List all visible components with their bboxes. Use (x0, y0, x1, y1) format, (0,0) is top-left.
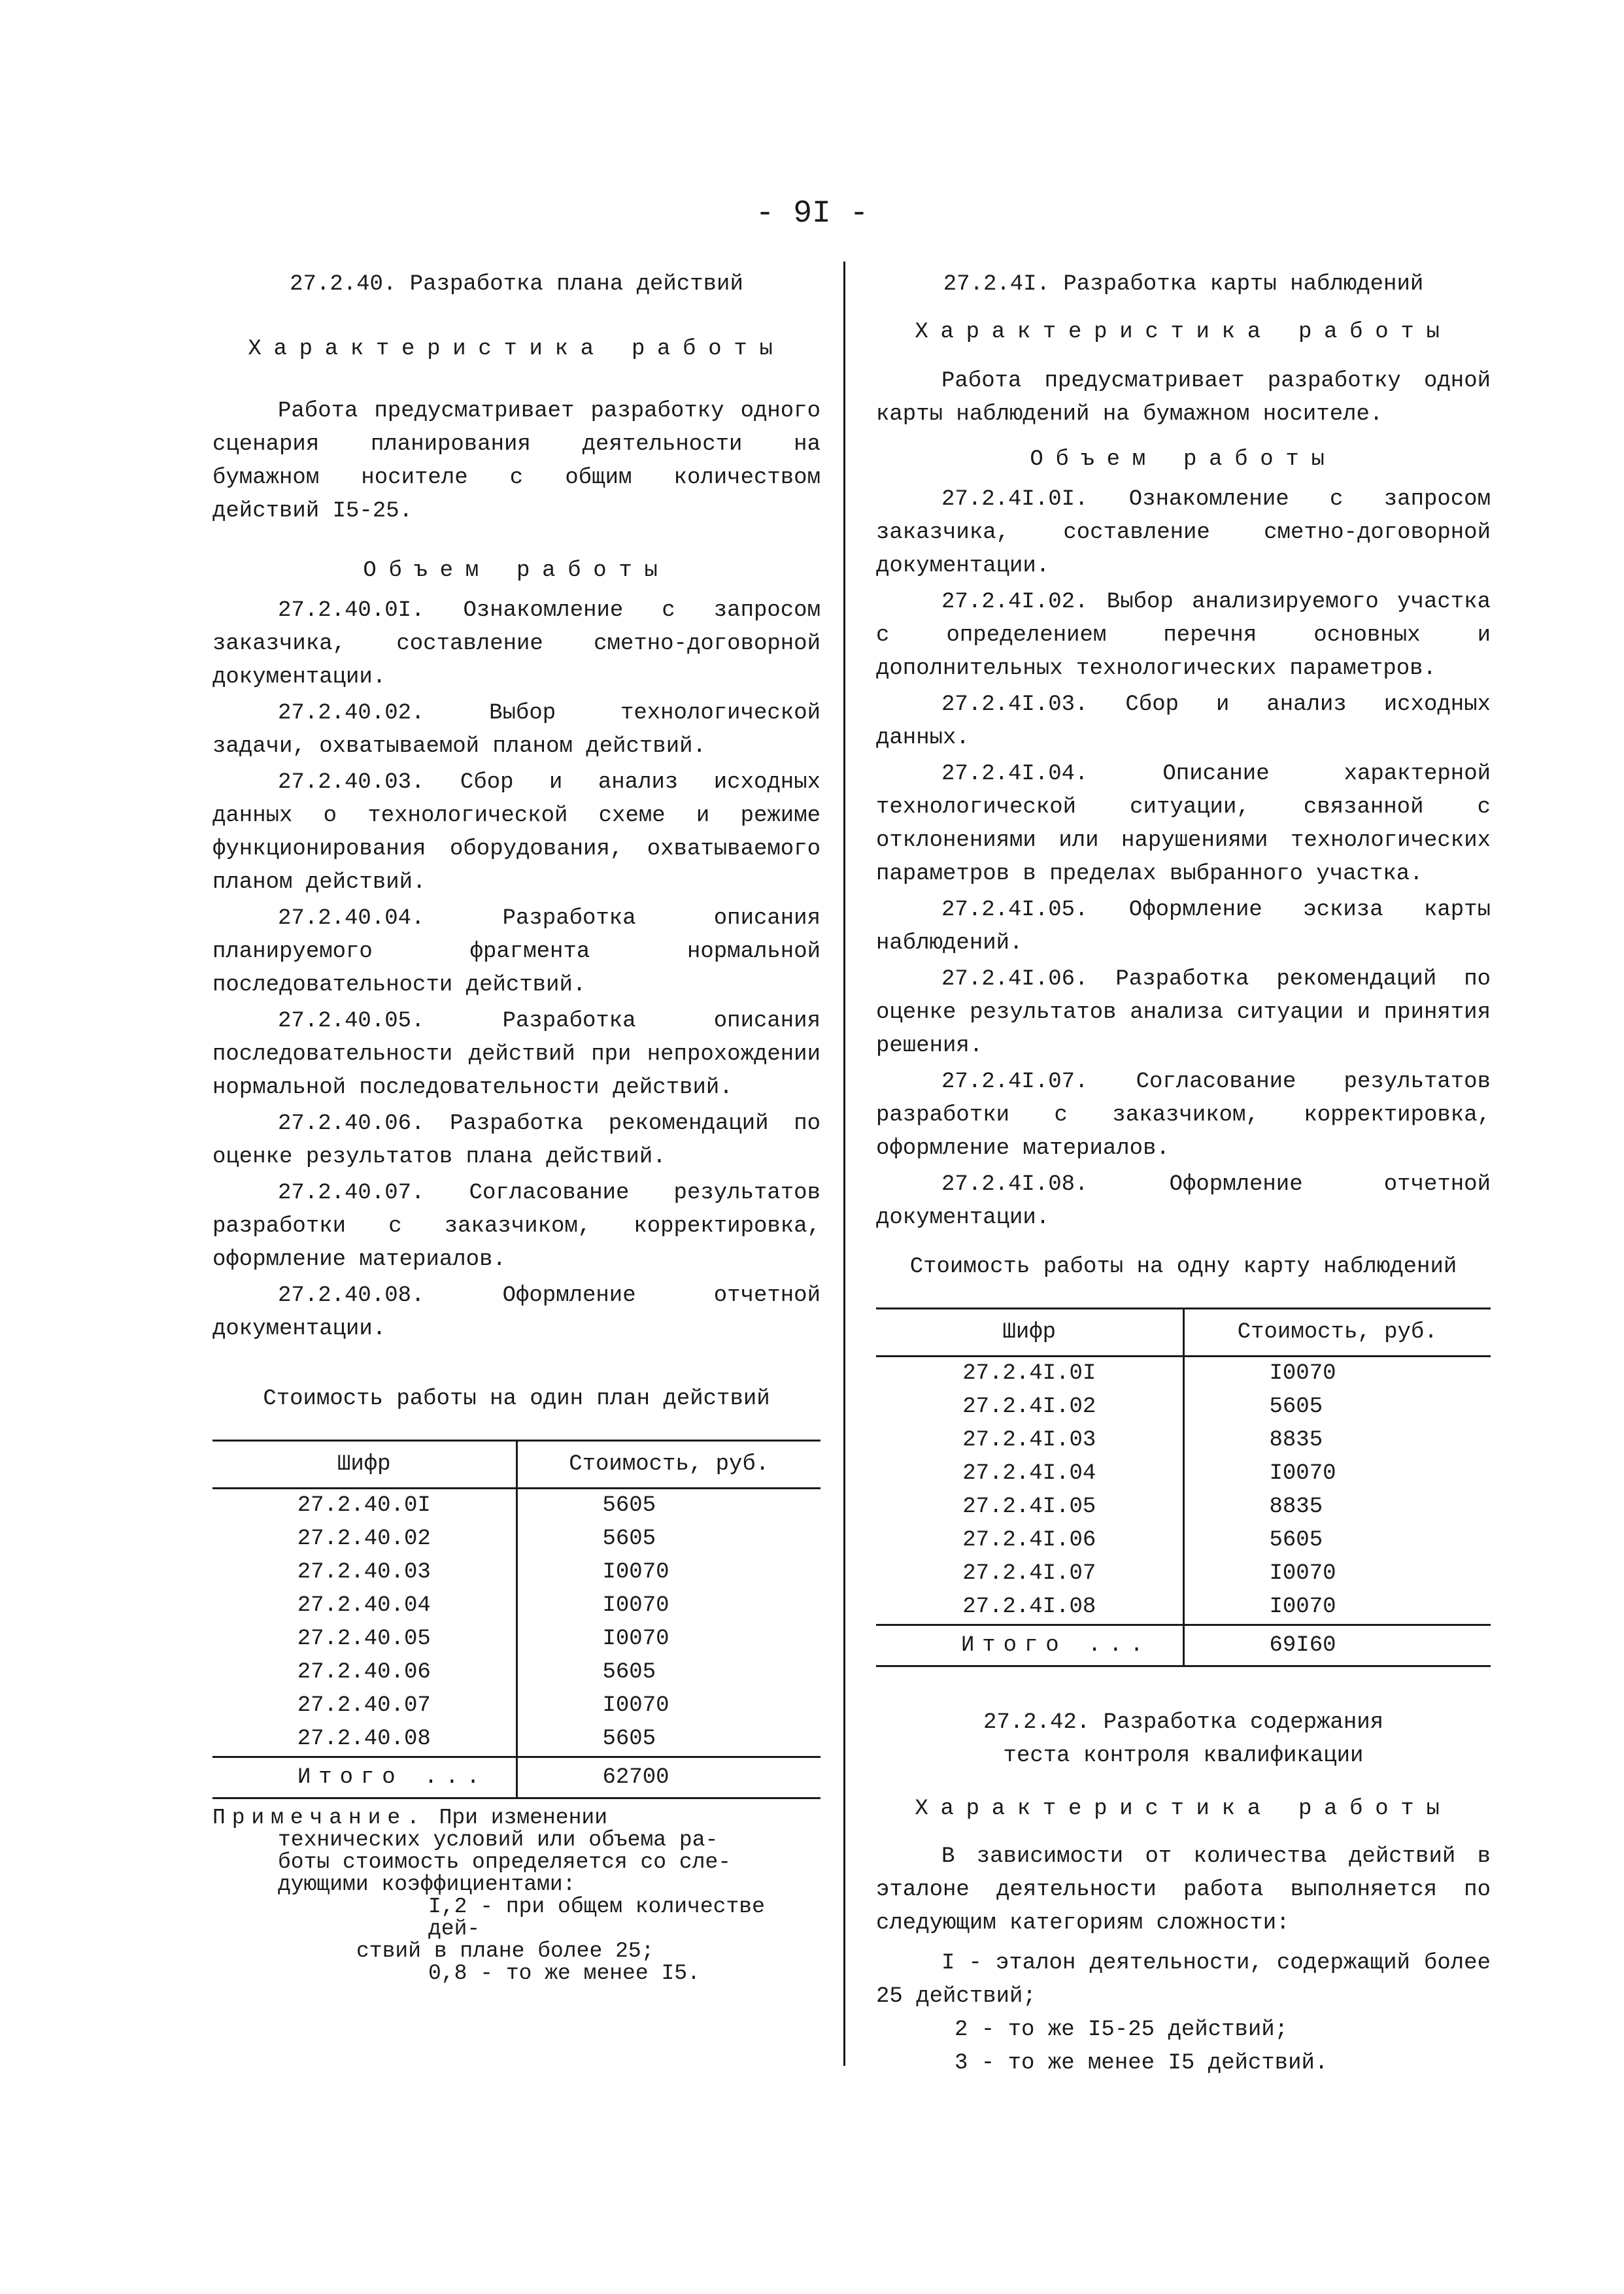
left-column (212, 268, 820, 1985)
row-code: 27.2.40.05 (212, 1623, 516, 1656)
section-title: 27.2.4I. Разработка карты наблюдений (943, 272, 1424, 297)
characteristic-text: Работа предусматривает разработку одной карты наблюдений на бумажном носителе. (876, 369, 1491, 427)
characteristic-heading: Характеристика работы (915, 1796, 1452, 1821)
work-item: 27.2.40.03. Сбор и анализ исходных данных о технологической схеме и режиме функционирования оборудования, охватываемого планом действий. (212, 770, 820, 895)
note-lead: Примечание. (212, 1806, 426, 1830)
table-row (212, 1656, 820, 1689)
note-line: технических условий или объема ра- (278, 1828, 719, 1852)
header-code: Шифр (876, 1309, 1183, 1357)
note-line: 0,8 - то же менее I5. (428, 1961, 700, 1985)
work-item: 27.2.4I.06. Разработка рекомендаций по оценке результатов анализа ситуации и принятия решения. (876, 967, 1491, 1058)
work-item: 27.2.40.06. Разработка рекомендаций по оценке результатов плана действий. (212, 1111, 820, 1170)
row-code: 27.2.40.06 (212, 1656, 516, 1689)
note (212, 1807, 820, 1985)
row-code: 27.2.4I.05 (876, 1491, 1183, 1524)
total-row (212, 1757, 820, 1798)
row-cost: I0070 (602, 1693, 669, 1718)
work-item: 27.2.40.04. Разработка описания планируемого фрагмента нормальной последовательности действий. (212, 906, 820, 998)
section2-title: теста контроля квалификации (1003, 1744, 1364, 1768)
work-item: 27.2.4I.0I. Ознакомление с запросом заказчика, составление сметно-договорной документации. (876, 487, 1491, 579)
row-code: 27.2.4I.03 (876, 1424, 1183, 1457)
total-label: Итого ... (876, 1625, 1183, 1666)
table-row (212, 1623, 820, 1656)
row-code: 27.2.4I.08 (876, 1591, 1183, 1625)
row-cost: I0070 (602, 1627, 669, 1651)
row-code: 27.2.40.02 (212, 1523, 516, 1556)
work-item: 27.2.4I.05. Оформление эскиза карты наблюдений. (876, 898, 1491, 956)
row-cost: 8835 (1269, 1428, 1323, 1453)
work-item: 27.2.4I.02. Выбор анализируемого участка с определением перечня основных и дополнительных технологических параметров. (876, 590, 1491, 681)
volume-heading: Объем работы (363, 558, 670, 583)
row-cost: 5605 (602, 1493, 656, 1518)
row-code: 27.2.40.04 (212, 1589, 516, 1623)
category-item: 3 - то же менее I5 действий. (955, 2051, 1328, 2076)
work-item: 27.2.40.02. Выбор технологической задачи, охватываемой планом действий. (212, 701, 820, 759)
characteristic-heading: Характеристика работы (248, 337, 785, 362)
row-code: 27.2.4I.07 (876, 1557, 1183, 1591)
row-cost: I0070 (602, 1560, 669, 1585)
work-item: 27.2.40.07. Согласование результатов разработки с заказчиком, корректировка, оформление материалов. (212, 1181, 820, 1272)
table-row (212, 1723, 820, 1757)
work-item: 27.2.4I.03. Сбор и анализ исходных данных. (876, 692, 1491, 751)
row-cost: 5605 (1269, 1394, 1323, 1419)
table-row (876, 1424, 1491, 1457)
row-cost: 5605 (602, 1527, 656, 1551)
table-row (212, 1556, 820, 1589)
table-row (876, 1457, 1491, 1491)
work-item: 27.2.4I.07. Согласование результатов разработки с заказчиком, корректировка, оформление материалов. (876, 1070, 1491, 1161)
table-row (212, 1523, 820, 1556)
table-row (876, 1357, 1491, 1391)
work-items (212, 594, 820, 1346)
row-code: 27.2.4I.06 (876, 1524, 1183, 1557)
table-row (876, 1591, 1491, 1625)
table-row (876, 1524, 1491, 1557)
table-header-row (876, 1309, 1491, 1357)
header-code: Шифр (212, 1441, 516, 1489)
total-row (876, 1625, 1491, 1666)
table-row (212, 1689, 820, 1723)
row-code: 27.2.40.03 (212, 1556, 516, 1589)
table-row (876, 1491, 1491, 1524)
section2-text: В зависимости от количества действий в эталоне деятельности работа выполняется по следующим категориям сложности: (876, 1844, 1491, 1936)
category-item: 2 - то же I5-25 действий; (955, 2017, 1289, 2042)
note-line: При изменении (439, 1806, 608, 1830)
row-cost: 5605 (1269, 1528, 1323, 1553)
total-label: Итого ... (212, 1757, 516, 1798)
characteristic-text: Работа предусматривает разработку одного сценария планирования деятельности на бумажном носителе с общим количеством действий I5-25. (212, 399, 820, 524)
section-title: 27.2.40. Разработка плана действий (290, 272, 743, 297)
table-row (212, 1489, 820, 1523)
table-row (876, 1391, 1491, 1424)
cost-table-title: Стоимость работы на один план действий (263, 1387, 770, 1411)
row-cost: 8835 (1269, 1494, 1323, 1519)
row-code: 27.2.40.07 (212, 1689, 516, 1723)
cost-table-title: Стоимость работы на одну карту наблюдений (909, 1255, 1457, 1279)
row-code: 27.2.4I.0I (876, 1357, 1183, 1391)
row-code: 27.2.4I.02 (876, 1391, 1183, 1424)
category-list (876, 1947, 1491, 2080)
cost-table (212, 1440, 820, 1799)
table-row (876, 1557, 1491, 1591)
header-cost: Стоимость, руб. (516, 1441, 820, 1489)
cost-table (876, 1307, 1491, 1667)
row-cost: I0070 (1269, 1594, 1336, 1619)
table-header-row (212, 1441, 820, 1489)
row-code: 27.2.40.08 (212, 1723, 516, 1757)
row-code: 27.2.40.0I (212, 1489, 516, 1523)
work-item: 27.2.40.08. Оформление отчетной документации. (212, 1283, 820, 1341)
note-line: боты стоимость определяется со сле- (278, 1850, 732, 1874)
total-value: 62700 (516, 1757, 820, 1798)
page-number: - 9I - (755, 196, 869, 231)
category-item: I - эталон деятельности, содержащий более 25 действий; (876, 1951, 1491, 2009)
row-cost: 5605 (602, 1727, 656, 1751)
work-item: 27.2.40.05. Разработка описания последовательности действий при непрохождении нормальной последовательности действий. (212, 1009, 820, 1100)
right-column (876, 268, 1491, 2080)
column-divider (843, 261, 845, 2066)
note-line: дующими коэффициентами: (278, 1872, 576, 1897)
row-code: 27.2.4I.04 (876, 1457, 1183, 1491)
row-cost: I0070 (602, 1593, 669, 1618)
total-value: 69I60 (1183, 1625, 1491, 1666)
work-item: 27.2.4I.08. Оформление отчетной документации. (876, 1172, 1491, 1230)
note-line: I,2 - при общем количестве дей- (428, 1895, 765, 1941)
table-row (212, 1589, 820, 1623)
work-items (876, 483, 1491, 1235)
work-item: 27.2.4I.04. Описание характерной технологической ситуации, связанной с отклонениями или нарушениями технологических параметров в пределах выбранного участка. (876, 762, 1491, 886)
row-cost: I0070 (1269, 1461, 1336, 1486)
note-line: ствий в плане более 25; (356, 1939, 654, 1963)
row-cost: 5605 (602, 1660, 656, 1685)
row-cost: I0070 (1269, 1361, 1336, 1386)
characteristic-heading: Характеристика работы (915, 320, 1452, 345)
section2-title: 27.2.42. Разработка содержания (983, 1710, 1384, 1735)
volume-heading: Объем работы (1030, 447, 1337, 472)
row-cost: I0070 (1269, 1561, 1336, 1586)
header-cost: Стоимость, руб. (1183, 1309, 1491, 1357)
work-item: 27.2.40.0I. Ознакомление с запросом заказчика, составление сметно-договорной документации. (212, 598, 820, 690)
